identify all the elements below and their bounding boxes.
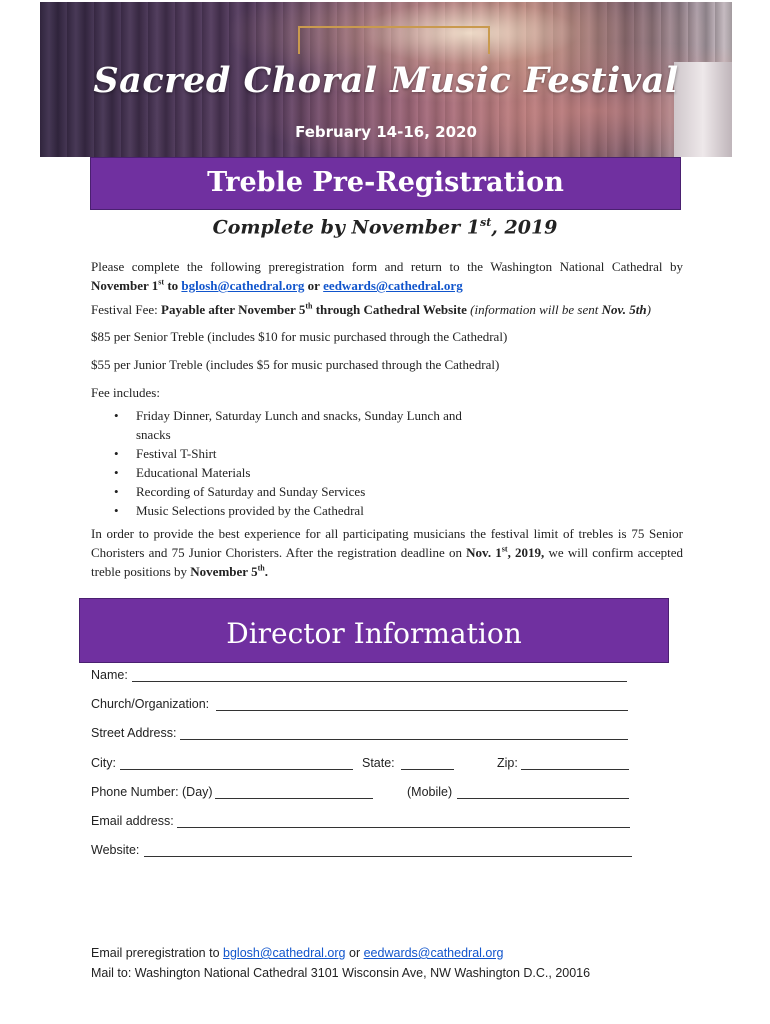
deadline-heading	[0, 216, 770, 238]
phone-row	[91, 785, 651, 803]
phone-day-label: Phone Number: (Day)	[91, 785, 213, 799]
fee-includes-text: Fee includes:	[91, 385, 160, 400]
fee-note-end: )	[646, 302, 651, 317]
fee-payable-sup: th	[305, 301, 313, 311]
list-item: • Friday Dinner, Saturday Lunch and snacks, Sunday Lunch and snacks	[110, 406, 490, 444]
deadline-sup: st	[480, 216, 492, 229]
website-label: Website:	[91, 843, 140, 857]
intro-date: November 1	[91, 278, 159, 293]
list-item: • Music Selections provided by the Cathedral	[110, 501, 490, 520]
limit-paragraph	[91, 524, 683, 581]
footer-mail-line: Mail to: Washington National Cathedral 3101 Wisconsin Ave, NW Washington D.C., 20016	[91, 966, 591, 980]
email-row	[91, 814, 651, 832]
intro-email-link-2[interactable]: eedwards@cathedral.org	[323, 278, 463, 293]
list-item: • Festival T-Shirt	[110, 444, 490, 463]
name-row	[91, 668, 651, 686]
limit-date-1-sup: st	[501, 544, 508, 554]
zip-field[interactable]	[521, 769, 629, 770]
registration-title-bar	[90, 157, 681, 210]
website-row	[91, 843, 651, 861]
church-row	[91, 697, 651, 715]
limit-text-1: In order to provide the best experience for all participating musicians the festival limit of trebles is 75 Senior Choristers and 75 Junior Choristers. After the registration deadline on	[91, 526, 683, 560]
limit-date-2-sup: th	[257, 563, 265, 573]
director-title: Director Information	[226, 617, 522, 650]
deadline-text: Complete by November 1	[212, 216, 480, 239]
footer-email-link-1[interactable]: bglosh@cathedral.org	[223, 946, 346, 960]
fee-through: through Cathedral Website	[315, 302, 467, 317]
junior-price-text: $55 per Junior Treble (includes $5 for music purchased through the Cathedral)	[91, 357, 500, 372]
website-field[interactable]	[144, 856, 632, 857]
festival-banner	[40, 2, 732, 157]
name-field[interactable]	[132, 681, 627, 682]
list-item: • Educational Materials	[110, 463, 490, 482]
limit-date-1-year: , 2019,	[507, 545, 545, 560]
street-label: Street Address:	[91, 726, 177, 740]
name-label: Name:	[91, 668, 128, 682]
banner-gold-frame	[298, 26, 490, 54]
city-row	[91, 756, 651, 774]
zip-label: Zip:	[497, 756, 518, 770]
intro-date-sup: st	[158, 277, 165, 287]
street-row	[91, 726, 651, 744]
church-label: Church/Organization:	[91, 697, 210, 711]
director-title-bar	[79, 598, 669, 663]
phone-mobile-field[interactable]	[457, 798, 629, 799]
limit-text-2: we will confirm accepted treble positions by	[91, 545, 684, 579]
page-title: Treble Pre-Registration	[207, 167, 564, 198]
fee-payable: Payable after November 5	[161, 302, 306, 317]
state-label: State:	[362, 756, 395, 770]
fee-label: Festival Fee:	[91, 302, 158, 317]
state-field[interactable]	[401, 769, 454, 770]
street-field[interactable]	[180, 739, 628, 740]
intro-paragraph	[91, 257, 683, 295]
footer-or: or	[349, 946, 361, 960]
phone-day-field[interactable]	[215, 798, 373, 799]
email-label: Email address:	[91, 814, 174, 828]
festival-fee-line	[91, 300, 683, 319]
footer-email-line	[91, 943, 691, 963]
festival-title: Sacred Choral Music Festival	[93, 60, 679, 101]
intro-or: or	[307, 278, 320, 293]
fee-includes-list	[110, 406, 490, 520]
church-field[interactable]	[216, 710, 628, 711]
intro-email-link-1[interactable]: bglosh@cathedral.org	[181, 278, 305, 293]
fee-note: (information will be sent	[470, 302, 599, 317]
fee-includes-label	[91, 383, 683, 402]
limit-date-2: November 5	[190, 564, 258, 579]
footer-email-label: Email preregistration to	[91, 946, 220, 960]
senior-price	[91, 327, 683, 346]
fee-note-date: Nov. 5th	[601, 302, 647, 317]
phone-mobile-label: (Mobile)	[407, 785, 453, 799]
city-label: City:	[91, 756, 116, 770]
intro-to: to	[167, 278, 179, 293]
email-field[interactable]	[177, 827, 630, 828]
junior-price	[91, 355, 683, 374]
footer	[91, 943, 691, 983]
list-item: • Recording of Saturday and Sunday Services	[110, 482, 490, 501]
city-field[interactable]	[120, 769, 353, 770]
limit-date-1: Nov. 1	[466, 545, 502, 560]
intro-text: Please complete the following preregistration form and return to the Washington National Cathedral by	[91, 259, 683, 274]
footer-email-link-2[interactable]: eedwards@cathedral.org	[363, 946, 504, 960]
limit-end: .	[264, 564, 268, 579]
deadline-year: , 2019	[491, 216, 558, 239]
senior-price-text: $85 per Senior Treble (includes $10 for music purchased through the Cathedral)	[91, 329, 508, 344]
festival-date: February 14-16, 2020	[295, 123, 477, 141]
